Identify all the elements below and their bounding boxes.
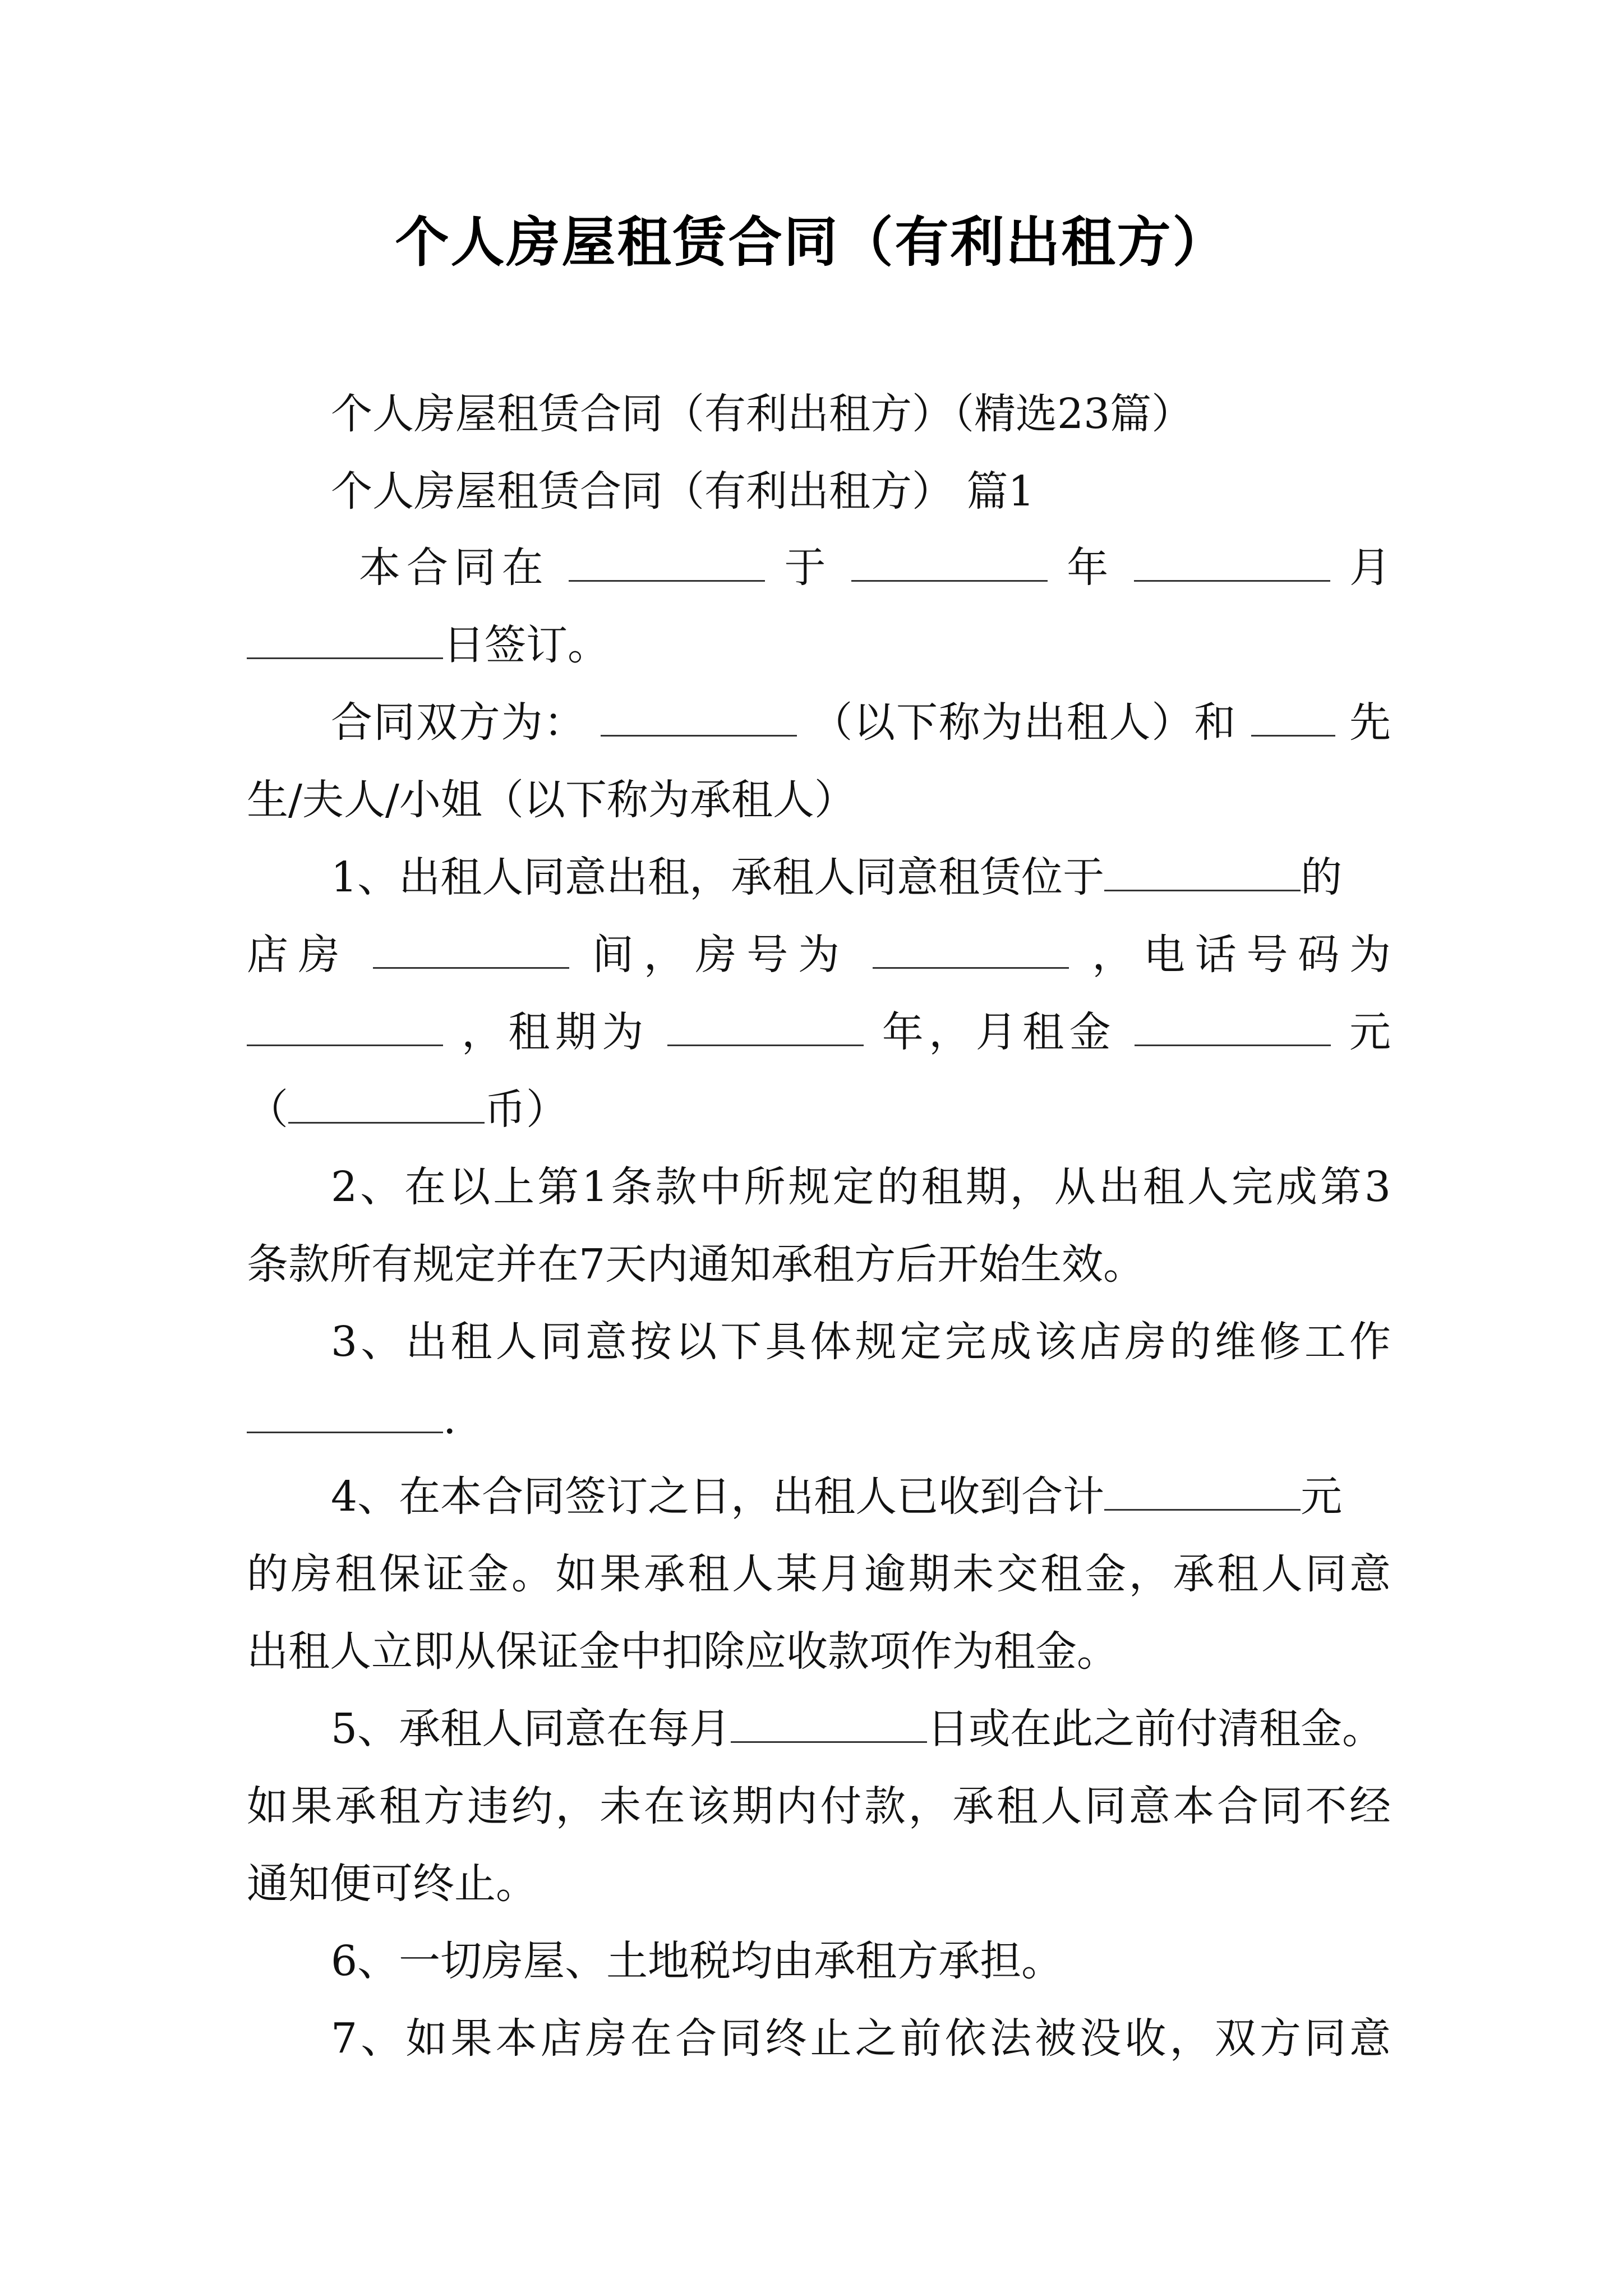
parties-line bbox=[331, 694, 1391, 751]
lessee-name-blank bbox=[1251, 700, 1335, 737]
parties-text-2: （以下称为出租人）和 bbox=[811, 698, 1237, 747]
document-subtitle: 个人房屋租赁合同（有利出租方）（精选23篇） bbox=[331, 390, 1193, 438]
clause6-line-1: 6、一切房屋、土地税均由承租方承担。 bbox=[331, 1937, 1063, 1985]
signing-text-2: 于 bbox=[784, 544, 832, 592]
room-count-blank bbox=[373, 932, 569, 969]
clause1-text-7: 年，月租金 bbox=[882, 1008, 1117, 1056]
term-blank bbox=[667, 1010, 864, 1046]
signing-month-blank bbox=[1134, 545, 1330, 582]
clause5-line-2: 如果承租方违约，未在该期内付款，承租人同意本合同不经 bbox=[247, 1782, 1391, 1830]
parties-line-2: 生/夫人/小姐（以下称为承租人） bbox=[247, 776, 856, 824]
clause1-text-1: 1、出租人同意出租，承租人同意租赁位于 bbox=[331, 853, 1105, 901]
payment-day-blank bbox=[731, 1706, 927, 1743]
clause1-text-9: （ bbox=[247, 1085, 288, 1134]
currency-blank bbox=[288, 1087, 485, 1124]
clause1-line-1 bbox=[331, 849, 1391, 905]
location-blank bbox=[1104, 855, 1301, 891]
parties-text-3: 先 bbox=[1349, 698, 1391, 747]
clause1-text-5: ，电话号码为 bbox=[1092, 931, 1391, 979]
clause1-line-3 bbox=[247, 1004, 1391, 1060]
clause3-line-1: 3、出租人同意按以下具体规定完成该店房的维修工作 bbox=[331, 1318, 1391, 1366]
signing-line-2 bbox=[247, 617, 1391, 673]
clause5-line-3: 通知便可终止。 bbox=[247, 1860, 537, 1908]
clause1-line-4 bbox=[247, 1082, 1391, 1138]
lessor-name-blank bbox=[601, 700, 797, 737]
clause1-text-3: 店房 bbox=[247, 931, 350, 979]
clause1-text-6: ，租期为 bbox=[461, 1008, 649, 1056]
clause1-line-2 bbox=[247, 927, 1391, 983]
signing-text-1: 本合同在 bbox=[359, 544, 550, 592]
clause5-line-1 bbox=[331, 1701, 1391, 1757]
parties-text-1: 合同双方为： bbox=[331, 698, 587, 747]
clause3-text-2: . bbox=[443, 1395, 457, 1443]
signing-text-3: 年 bbox=[1067, 544, 1115, 592]
repair-work-blank bbox=[247, 1397, 443, 1433]
signing-day-blank bbox=[247, 623, 443, 659]
clause4-line-1 bbox=[331, 1469, 1391, 1525]
clause4-text-2: 元 bbox=[1301, 1473, 1343, 1521]
clause4-line-2: 的房租保证金。如果承租人某月逾期未交租金，承租人同意 bbox=[247, 1550, 1391, 1598]
deposit-blank bbox=[1104, 1474, 1301, 1511]
signing-text-5: 日签订。 bbox=[443, 621, 609, 669]
room-number-blank bbox=[873, 932, 1069, 969]
section-heading: 个人房屋租赁合同（有利出租方） 篇1 bbox=[331, 467, 1035, 516]
clause2-line-1: 2、在以上第1条款中所规定的租期，从出租人完成第3 bbox=[331, 1163, 1391, 1211]
signing-text-4: 月 bbox=[1349, 544, 1391, 592]
clause1-text-4: 间，房号为 bbox=[592, 931, 850, 979]
clause1-text-10: 币） bbox=[485, 1085, 568, 1134]
clause4-text-1: 4、在本合同签订之日，出租人已收到合计 bbox=[331, 1473, 1105, 1521]
signing-year-blank bbox=[851, 545, 1048, 582]
clause1-text-2: 的 bbox=[1301, 853, 1343, 901]
rent-blank bbox=[1135, 1010, 1331, 1046]
clause5-text-2: 日或在此之前付清租金。 bbox=[927, 1705, 1384, 1753]
clause2-line-2: 条款所有规定并在7天内通知承租方后开始生效。 bbox=[247, 1240, 1145, 1289]
document-title: 个人房屋租赁合同（有利出租方） bbox=[395, 210, 1228, 274]
clause4-line-3: 出租人立即从保证金中扣除应收款项作为租金。 bbox=[247, 1627, 1118, 1676]
clause7-line-1: 7、如果本店房在合同终止之前依法被没收，双方同意 bbox=[331, 2014, 1391, 2063]
signing-line bbox=[359, 540, 1391, 596]
signing-place-blank bbox=[569, 545, 765, 582]
clause3-line-2 bbox=[247, 1391, 1391, 1447]
clause1-text-8: 元 bbox=[1349, 1008, 1391, 1056]
phone-blank bbox=[247, 1010, 443, 1046]
clause5-text-1: 5、承租人同意在每月 bbox=[331, 1705, 731, 1753]
